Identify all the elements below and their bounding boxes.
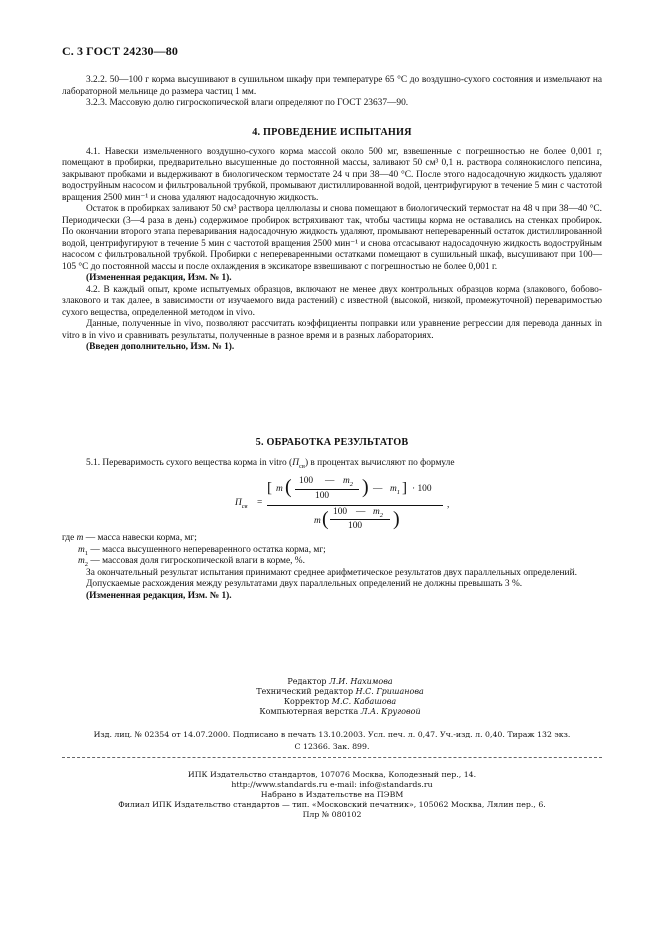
section-3-tail (62, 75, 602, 110)
def-m1-symbol: m (78, 544, 85, 555)
amendment-note: (Измененная редакция, Изм. № 1). (86, 273, 232, 283)
formula-paren-open: ( (285, 476, 292, 498)
formula-den-m2 (373, 507, 383, 517)
publisher-license: Плр № 080102 (302, 810, 362, 819)
formula-lhs-sub: св (241, 502, 248, 510)
formula-m1-symbol: m (390, 484, 397, 494)
publisher-info (62, 770, 602, 820)
paragraph-tolerance: Допускаемые расхождения между результатами двух параллельных определений не должны превышать 3 %. (86, 579, 523, 589)
paragraph-3-2-2: 3.2.2. 50—100 г корма высушивают в сушильном шкафу при температуре 65 °С до воздушно-сухого состояния и измельчают на лабораторной мельнице до размера частиц 1 мм. (62, 75, 602, 97)
def-m1-text: — масса высушенного непереваренного остатка корма, мг; (88, 544, 326, 555)
formula-minus-m1: — (373, 484, 383, 494)
formula-inner-denominator: 100 (315, 491, 330, 501)
formula-comma: , (447, 500, 450, 510)
digestibility-formula (235, 478, 465, 538)
credit-name: М.С. Кабашова (331, 697, 397, 706)
paragraph-5-1-lead: 5.1. Переваримость сухого вещества корма in vitro ( (86, 457, 293, 468)
credit-name: Н.С. Гришанова (355, 687, 424, 696)
formula-den-fraction-bar (330, 519, 390, 520)
formula-den-m2-symbol: m (373, 507, 380, 517)
formula-num-m2 (343, 476, 353, 486)
formula-bracket-close: ] (402, 480, 407, 496)
credit-role: Компьютерная верстка (259, 707, 361, 716)
definition-m2 (62, 556, 602, 568)
section-4 (62, 127, 602, 354)
addition-note: (Введен дополнительно, Изм. № 1). (86, 342, 235, 352)
formula-den-100: 100 (333, 507, 348, 517)
credit-proofreader (120, 697, 560, 707)
formula-bracket-open: [ (267, 480, 272, 496)
section-4-title: 4. ПРОВЕДЕНИЕ ИСПЫТАНИЯ (252, 127, 412, 138)
formula-den-m2-sub: 2 (379, 511, 384, 519)
imprint-line-2: С 12366. Зак. 899. (294, 742, 370, 751)
formula-num-100: 100 (299, 476, 314, 486)
where-label: где (62, 533, 75, 543)
formula-m1-sub: 1 (396, 488, 401, 496)
formula-den-m: m (314, 516, 321, 526)
paragraph-4-1-cont: Остаток в пробирках заливают 50 см³ раствора целлюлазы и снова помещают в биологический термостат на 48 ч при 38—40 °С. Периодически (3—4 раза в день) содержимое пробирок встряхивают так, чтобы частицы корма не оставались на стенках пробирок. По окончании второго этапа переваривания надосадочную жидкость удаляют, промывают непереваренный остаток дистиллированной водой, центрифугируют в течение 5 мин с частотой вращения 2500 мин⁻¹ и снова отсасывают надосадочную жидкость водоструйным насосом с фильтровальной трубкой. Пробирки с непереваренными остатками помещают в сушильный шкаф, высушивают при 100—105 °С до постоянной массы и после охлаждения в эксикаторе взвешивают с погрешностью не более 0,001 г. (62, 204, 602, 272)
definition-m1 (62, 545, 602, 557)
paragraph-final-result: За окончательный результат испытания принимают среднее арифметическое результатов двух параллельных определений. (86, 567, 577, 578)
formula-den-denominator: 100 (348, 521, 363, 531)
definition-where (62, 533, 602, 545)
paragraph-5-1 (62, 458, 602, 470)
formula-main-fraction-bar (267, 505, 443, 506)
formula-num-m2-symbol: m (343, 476, 350, 486)
formula-num-m2-sub: 2 (349, 480, 354, 488)
section-5 (62, 437, 602, 469)
formula-equals: = (257, 498, 263, 508)
paragraph-4-1: 4.1. Навески измельченного воздушно-сухого корма массой около 500 мг, взвешенные с погрешностью не более 0,001 г, помещают в пробирки, предварительно высушенные до постоянной массы, заливают 50 см³ 0,1 н. раствора солянокислого пепсина, закрывают пробками и выдерживают в биологическом термостате 24 ч при 38—40 °С. После этого надосадочную жидкость удаляют водоструйным насосом и фильтровальной трубкой, промывают дистиллированной водой, центрифугируют в течение 5 мин с частотой вращения 2500 мин⁻¹ и снова удаляют надосадочную жидкость. (62, 146, 602, 203)
section-5-title: 5. ОБРАБОТКА РЕЗУЛЬТАТОВ (255, 437, 409, 448)
divider (62, 757, 602, 758)
credit-editor (120, 677, 560, 687)
formula-den-paren-open: ( (322, 508, 329, 530)
formula-m1 (390, 484, 400, 494)
credit-role: Технический редактор (256, 687, 356, 696)
formula-lhs-symbol: П (235, 498, 242, 508)
def-m2-symbol: m (78, 556, 85, 566)
def-m1-sub: 1 (84, 549, 89, 557)
symbol-p: П (292, 457, 299, 468)
formula-inner-fraction-bar (295, 489, 359, 490)
page-header: С. 3 ГОСТ 24230—80 (62, 44, 178, 58)
imprint-line-1: Изд. лиц. № 02354 от 14.07.2000. Подписано в печать 13.10.2003. Усл. печ. л. 0,47. Уч.-изд. л. 0,40. Тираж 132 экз. (93, 730, 571, 739)
formula-paren-close: ) (362, 476, 369, 498)
publisher-web: http://www.standards.ru e-mail: info@standards.ru (231, 780, 433, 789)
formula-den-minus: — (356, 507, 366, 517)
credit-tech-editor (120, 687, 560, 697)
paragraph-4-2-cont: Данные, полученные in vivo, позволяют рассчитать коэффициенты поправки или уравнение регрессии для перевода данных in vitro в in vivo и сравнивать результаты, полученные в разное время и в разных лабораториях. (62, 319, 602, 341)
def-m2-text: — массовая доля гигроскопической влаги в корме, %. (88, 556, 305, 566)
publisher-branch: Филиал ИПК Издательство стандартов — тип. «Московский печатник», 105062 Москва, Лялин пер., 6. (118, 800, 546, 809)
formula-num-minus: — (325, 476, 335, 486)
formula-den-paren-close: ) (393, 508, 400, 530)
formula-lhs (235, 498, 248, 508)
paragraph-3-2-3: 3.2.3. Массовую долю гигроскопической влаги определяют по ГОСТ 23637—90. (86, 98, 409, 108)
def-m-symbol: m (76, 533, 84, 543)
formula-definitions (62, 533, 602, 602)
credit-name: Л.А. Круговой (360, 707, 421, 716)
def-m-text: — масса навески корма, мг; (83, 533, 197, 543)
amendment-note-5: (Измененная редакция, Изм. № 1). (86, 590, 232, 601)
credit-role: Корректор (283, 697, 332, 706)
def-m2-sub: 2 (84, 560, 89, 568)
publisher-address: ИПК Издательство стандартов, 107076 Москва, Колодезный пер., 14. (187, 770, 477, 779)
paragraph-5-1-tail: ) в процентах вычисляют по формуле (304, 457, 455, 468)
publisher-typeset: Набрано в Издательстве на ПЭВМ (260, 790, 404, 799)
credit-name: Л.И. Нахимова (329, 677, 393, 686)
editorial-credits (120, 677, 560, 717)
paragraph-4-2: 4.2. В каждый опыт, кроме испытуемых образцов, включают не менее двух контрольных образцов корма (злакового, бобово-злакового и так далее, в зависимости от изучаемого вида растений) с известной (высокой, низкой, промежуточной) переваримостью сухого вещества, определенной методом in vivo. (62, 284, 602, 318)
formula-times-100: · 100 (412, 484, 432, 494)
credit-role: Редактор (287, 677, 330, 686)
symbol-p-sub: св (298, 462, 305, 470)
credit-layout (120, 707, 560, 717)
formula-num-m: m (276, 484, 283, 494)
